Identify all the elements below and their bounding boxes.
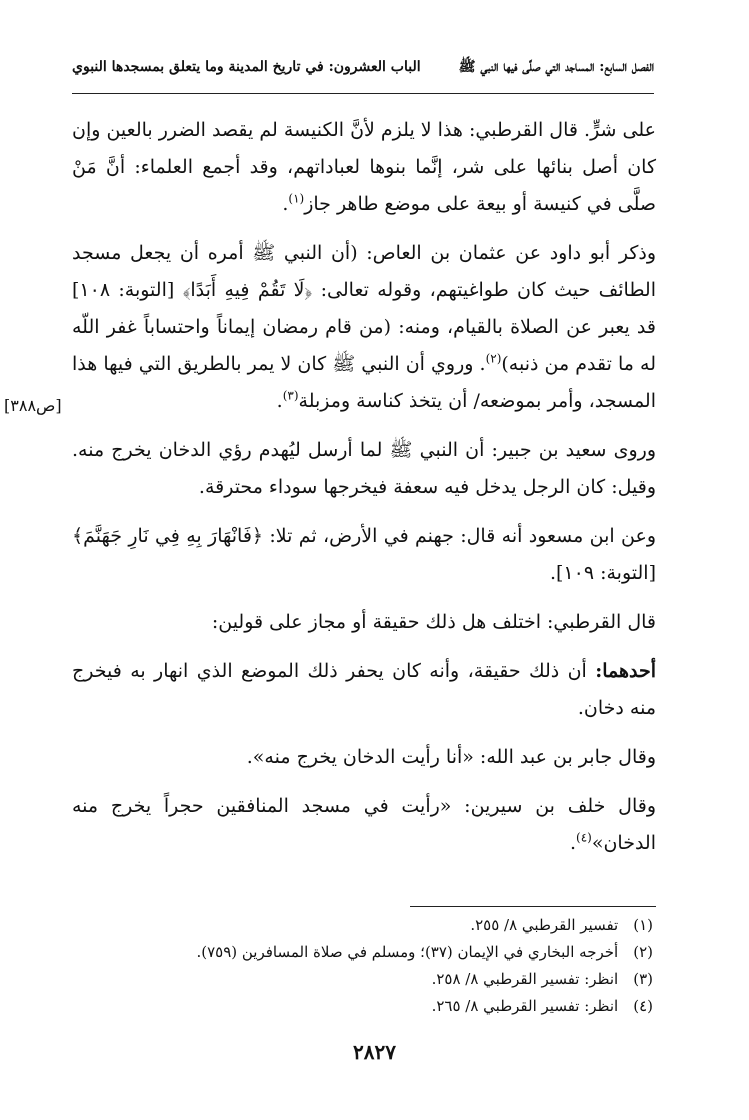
main-text (72, 112, 656, 874)
footnote-ref-1: (١) (288, 191, 305, 206)
page-reference-note: [ص٣٨٨] (4, 396, 62, 415)
footnote-1: (١) تفسير القرطبي ٨/ ٢٥٥. (470, 916, 653, 934)
footnote-ref-2: (٢) (485, 351, 502, 366)
paragraph-5: قال القرطبي: اختلف هل ذلك حقيقة أو مجاز على قولين: (211, 611, 656, 633)
header-divider (72, 93, 654, 94)
header-chapter: الفصل السابع: المساجد التي صلَّى فيها النبي ﷺ (458, 59, 654, 75)
paragraph-6: أحدهما: أن ذلك حقيقة، وأنه كان يحفر ذلك الموضع الذي انهار به فيخرج منه دخان. (72, 660, 656, 719)
footnote-divider (410, 906, 656, 907)
running-header (72, 58, 654, 78)
page-number: ٢٨٢٧ (353, 1040, 396, 1064)
paragraph-8: وقال خلف بن سيرين: «رأيت في مسجد المنافقين حجراً يخرج منه الدخان»$^{(٤)}$. (72, 795, 656, 854)
paragraph-2: وذكر أبو داود عن عثمان بن العاص: (أن النبي ﷺ أمره أن يجعل مسجد الطائف حيث كان طواغيتهم، وقوله تعالى: ﴿لَا تَقُمْ فِيهِ أَبَدًا﴾ [التوبة: ١٠٨] قد يعبر عن الصلاة بالقيام، ومنه: (من قام رمضان إيماناً واحتساباً غفر اللّه له ما تقدم من ذنبه)$^{(٢)}$. وروي أن النبي ﷺ كان لا يمر بالطريق التي فيها هذا المسجد، وأمر بموضعه/ أن يتخذ كناسة ومزبلة$^{(٣)}$. (72, 242, 656, 412)
footnote-ref-4: (٤) (576, 830, 592, 845)
header-section: الباب العشرون: في تاريخ المدينة وما يتعلق بمسجدها النبوي (72, 59, 421, 75)
footnotes (93, 912, 653, 1020)
paragraph-7: وقال جابر بن عبد الله: «أنا رأيت الدخان يخرج منه». (246, 746, 656, 768)
footnote-2: (٢) أخرجه البخاري في الإيمان (٣٧)؛ ومسلم في صلاة المسافرين (٧٥٩). (196, 943, 653, 961)
paragraph-3: وروى سعيد بن جبير: أن النبي ﷺ لما أرسل ليُهدم رؤي الدخان يخرج منه. وقيل: كان الرجل يدخل فيه سعفة فيخرجها سوداء محترقة. (72, 439, 656, 498)
footnote-ref-3: (٣) (282, 388, 299, 403)
footnote-4: (٤) انظر: تفسير القرطبي ٨/ ٢٦٥. (431, 997, 653, 1015)
paragraph-1: على شرٍّ. قال القرطبي: هذا لا يلزم لأنَّ الكنيسة لم يقصد الضرر بالعين وإن كان أصل بنائها على شر، إنَّما بنوها لعباداتهم، وقد أجمع العلماء: أنَّ مَنْ صلَّى في كنيسة أو بيعة على موضع طاهر جاز$^{(١)}$. (72, 119, 656, 215)
footnote-3: (٣) انظر: تفسير القرطبي ٨/ ٢٥٨. (431, 970, 653, 988)
paragraph-4: وعن ابن مسعود أنه قال: جهنم في الأرض، ثم تلا: ﴿فَانْهَارَ بِهِ فِي نَارِ جَهَنَّمَ﴾ [التوبة: ١٠٩]. (72, 525, 656, 584)
paragraph-6-lead: أحدهما: (595, 660, 656, 682)
